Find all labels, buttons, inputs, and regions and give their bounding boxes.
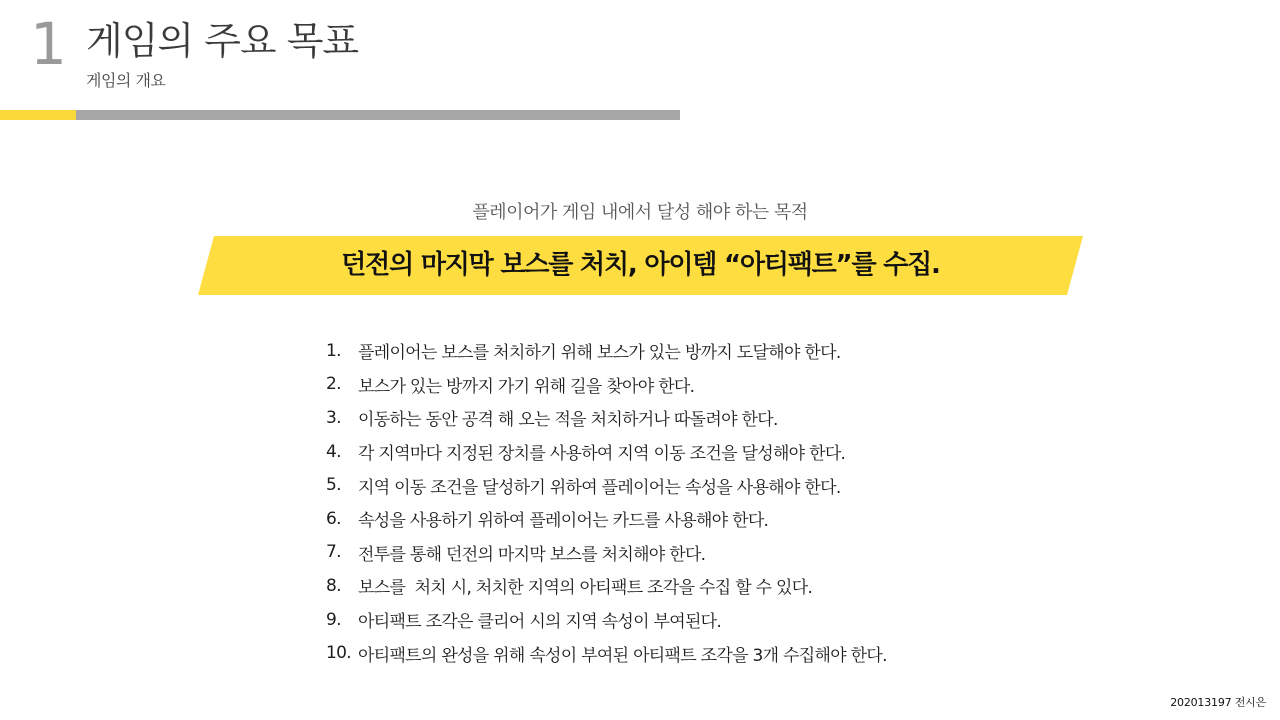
list-item [326,502,946,536]
step-number: 2. [326,374,341,395]
step-text: 전투를 통해 던전의 마지막 보스를 처치해야 한다. [358,544,706,565]
step-text: 지역 이동 조건을 달성하기 위하여 플레이어는 속성을 사용해야 한다. [358,477,841,498]
header-accent-bar [0,110,76,120]
step-number: 9. [326,609,341,630]
list-item [326,468,946,502]
step-number: 10. [326,643,351,664]
step-text: 아티팩트 조각은 클리어 시의 지역 속성이 부여된다. [358,612,722,633]
list-item [326,536,946,570]
step-text: 이동하는 동안 공격 해 오는 적을 처치하거나 따돌려야 한다. [358,410,778,431]
list-item [326,603,946,637]
list-item [326,401,946,435]
goal-caption: 플레이어가 게임 내에서 달성 해야 하는 목적 [472,202,808,223]
header-divider-bar [76,110,680,120]
step-number: 3. [326,407,341,428]
step-text: 플레이어는 보스를 처치하기 위해 보스가 있는 방까지 도달해야 한다. [358,343,841,364]
step-number: 4. [326,441,341,462]
page-title: 게임의 주요 목표 [86,19,359,63]
step-text: 각 지역마다 지정된 장치를 사용하여 지역 이동 조건을 달성해야 한다. [358,444,846,465]
step-number: 6. [326,508,341,529]
goal-statement: 던전의 마지막 보스를 처치, 아이템 “아티팩트”를 수집. [341,250,940,280]
list-item [326,334,946,368]
step-number: 7. [326,542,341,563]
step-text: 아티팩트의 완성을 위해 속성이 부여된 아티팩트 조각을 3개 수집해야 한다. [358,645,887,666]
step-number: 8. [326,575,341,596]
step-text: 속성을 사용하기 위하여 플레이어는 카드를 사용해야 한다. [358,511,769,532]
step-number: 5. [326,475,341,496]
list-item [326,569,946,603]
list-item [326,636,946,670]
step-text: 보스를 처치 시, 처치한 지역의 아티팩트 조각을 수집 할 수 있다. [358,578,813,599]
page-subtitle: 게임의 개요 [86,71,166,90]
list-item [326,435,946,469]
step-text: 보스가 있는 방까지 가기 위해 길을 찾아야 한다. [358,376,695,397]
list-item [326,368,946,402]
goal-steps-list [326,334,946,670]
section-number: 1 [30,10,67,78]
author-footer: 202013197 전시은 [1170,696,1266,709]
step-number: 1. [326,340,341,361]
